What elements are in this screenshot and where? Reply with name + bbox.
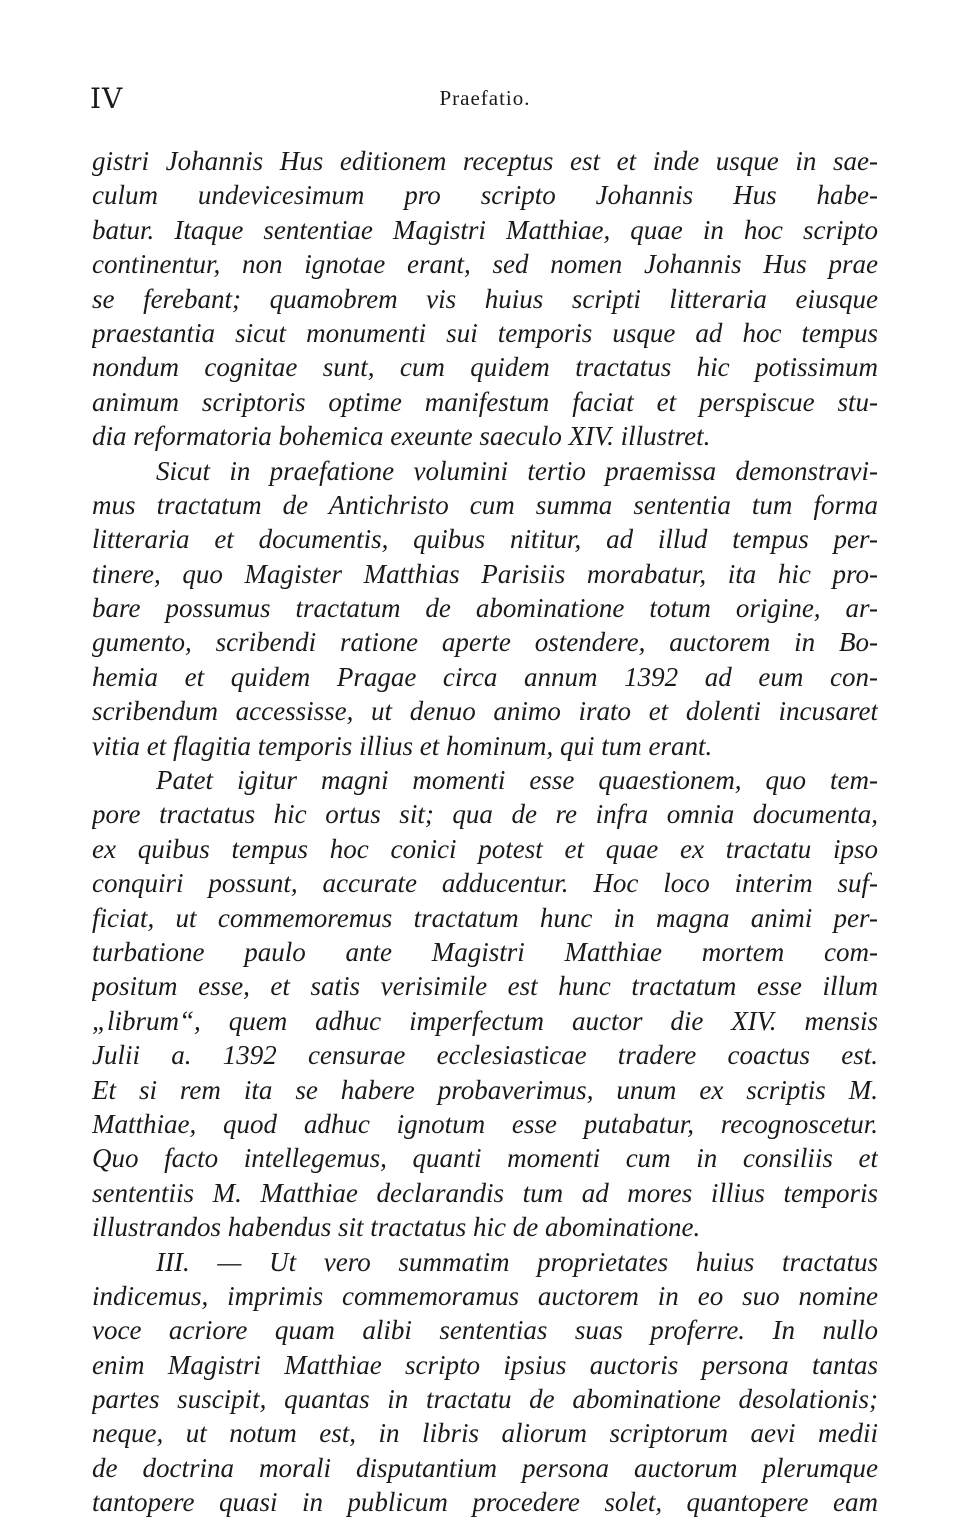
text-line: batur. Itaque sententiae Magistri Matthiae, quae in hoc scripto xyxy=(92,214,878,245)
text-line: dia reformatoria bohemica exeunte saeculo XIV. illustret. xyxy=(92,421,711,452)
text-line: neque, ut notum est, in libris aliorum scriptorum aevi medii xyxy=(92,1418,878,1449)
text-line: turbatione paulo ante Magistri Matthiae mortem com- xyxy=(92,936,878,967)
text-line: Matthiae, quod adhuc ignotum esse putabatur, recognoscetur. xyxy=(92,1108,878,1139)
text-line: „librum“, quem adhuc imperfectum auctor die XIV. mensis xyxy=(92,1005,878,1036)
text-line: de doctrina morali disputantium persona auctorum plerumque xyxy=(92,1452,878,1483)
text-line: illustrandos habendus sit tractatus hic de abominatione. xyxy=(92,1212,701,1243)
text-line: continentur, non ignotae erant, sed nomen Johannis Hus prae xyxy=(92,249,878,280)
text-line: litteraria et documentis, quibus nititur, ad illud tempus per- xyxy=(92,524,878,555)
paragraph-start-line: III. — Ut vero summatim proprietates huius tractatus xyxy=(156,1246,878,1277)
running-head xyxy=(90,82,880,118)
paragraph-start-line: Patet igitur magni momenti esse quaestionem, quo tem- xyxy=(156,765,878,796)
text-line: scribendum accessisse, ut denuo animo irato et dolenti incusaret xyxy=(92,696,878,727)
text-line: ex quibus tempus hoc conici potest et quae ex tractatu ipso xyxy=(92,833,878,864)
text-line: mus tractatum de Antichristo cum summa sententia tum forma xyxy=(92,489,878,520)
text-line: positum esse, et satis verisimile est hunc tractatum esse illum xyxy=(92,971,878,1002)
text-line: Quo facto intellegemus, quanti momenti cum in consiliis et xyxy=(92,1143,878,1174)
text-line: praestantia sicut monumenti sui temporis usque ad hoc tempus xyxy=(92,317,878,348)
text-line: tantopere quasi in publicum procedere solet, quantopere eam xyxy=(92,1487,878,1518)
text-line: enim Magistri Matthiae scripto ipsius auctoris persona tantas xyxy=(92,1349,878,1380)
text-line: gumento, scribendi ratione aperte ostendere, auctorem in Bo- xyxy=(92,627,878,658)
text-line: hemia et quidem Pragae circa annum 1392 ad eum con- xyxy=(92,661,878,692)
text-line: culum undevicesimum pro scripto Johannis Hus habe- xyxy=(92,180,878,211)
text-line: indicemus, imprimis commemoramus auctorem in eo suo nomine xyxy=(92,1280,878,1311)
text-line: vitia et flagitia temporis illius et hominum, qui tum erant. xyxy=(92,730,713,761)
body-text xyxy=(92,144,878,1520)
text-line: pore tractatus hic ortus sit; qua de re infra omnia documenta, xyxy=(92,799,878,830)
text-line: animum scriptoris optime manifestum faciat et perspiscue stu- xyxy=(92,386,878,417)
text-line: ficiat, ut commemoremus tractatum hunc in magna animi per- xyxy=(92,902,878,933)
text-line: voce acriore quam alibi sententias suas proferre. In nullo xyxy=(92,1315,878,1346)
text-line: sententiis M. Matthiae declarandis tum ad mores illius temporis xyxy=(92,1177,878,1208)
paragraph-start-line: Sicut in praefatione volumini tertio praemissa demonstravi- xyxy=(156,455,878,486)
page-number: IV xyxy=(90,82,124,115)
text-line: se ferebant; quamobrem vis huius scripti litteraria eiusque xyxy=(92,283,878,314)
text-line: nondum cognitae sunt, cum quidem tractatus hic potissimum xyxy=(92,352,878,383)
text-line: conquiri possunt, accurate adducentur. Hoc loco interim suf- xyxy=(92,868,878,899)
text-line: gistri Johannis Hus editionem receptus est et inde usque in sae- xyxy=(92,146,878,176)
running-title: Praefatio. xyxy=(439,86,531,110)
text-line: tinere, quo Magister Matthias Parisiis morabatur, ita hic pro- xyxy=(92,558,878,589)
text-line: partes suscipit, quantas in tractatu de abominatione desolationis; xyxy=(92,1384,878,1415)
text-line: Et si rem ita se habere probaverimus, unum ex scriptis M. xyxy=(92,1074,878,1105)
text-line: Julii a. 1392 censurae ecclesiasticae tradere coactus est. xyxy=(92,1040,878,1071)
text-line: bare possumus tractatum de abominatione totum origine, ar- xyxy=(92,593,878,624)
